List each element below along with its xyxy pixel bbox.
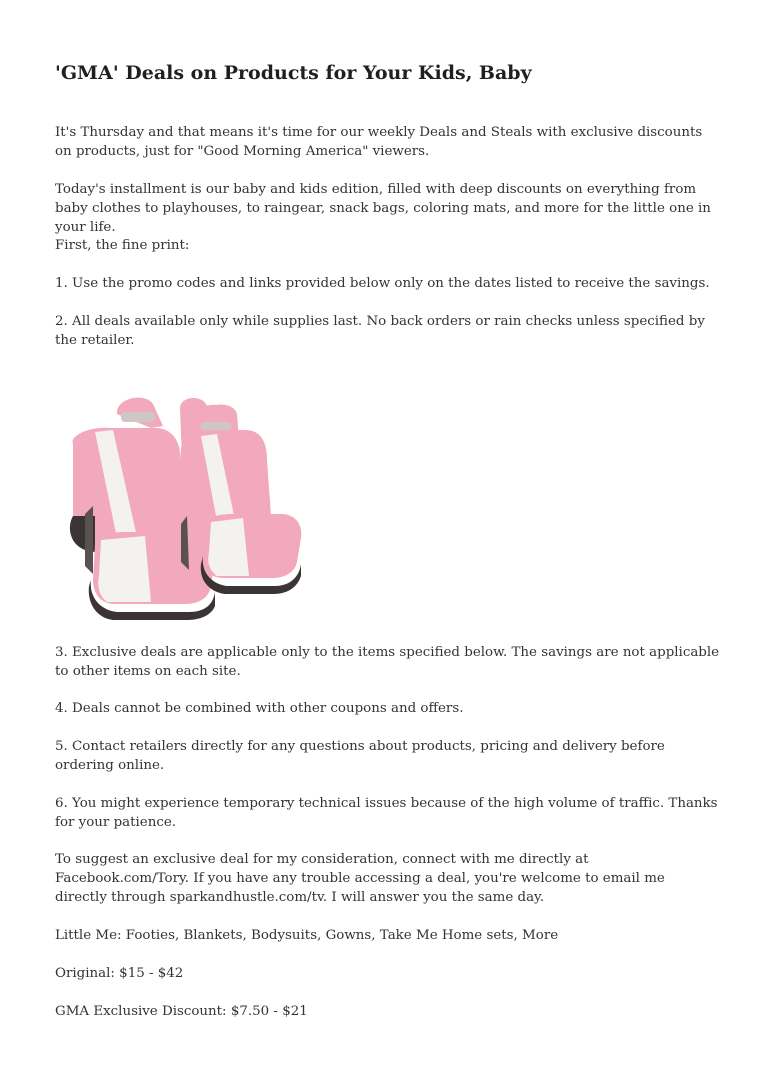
intro-paragraph: It's Thursday and that means it's time for our weekly Deals and Steals with exclusive discounts on products, just for "Good Morning America" viewers. bbox=[55, 125, 703, 159]
rule-3: 3. Exclusive deals are applicable only to the items specified below. The savings are not applicable to other items on each site. bbox=[55, 645, 720, 679]
page-title: 'GMA' Deals on Products for Your Kids, Baby bbox=[55, 62, 532, 84]
rule-6: 6. You might experience temporary technical issues because of the high volume of traffic. Thanks for your patience. bbox=[55, 796, 718, 830]
rule-4: 4. Deals cannot be combined with other coupons and offers. bbox=[55, 701, 464, 716]
deal-original-price: Original: $15 - $42 bbox=[55, 966, 184, 981]
car-seat-covers-image bbox=[55, 366, 311, 622]
deal-name: Little Me: Footies, Blankets, Bodysuits, Gowns, Take Me Home sets, More bbox=[55, 928, 559, 943]
suggest-paragraph: To suggest an exclusive deal for my consideration, connect with me directly at Facebook.com/Tory. If you have any trouble accessing a deal, you're welcome to email me directly through sparkandhustle.com/tv. I will answer you the same day. bbox=[55, 852, 665, 905]
rule-5: 5. Contact retailers directly for any questions about products, pricing and delivery before ordering online. bbox=[55, 739, 665, 773]
rule-2: 2. All deals available only while supplies last. No back orders or rain checks unless specified by the retailer. bbox=[55, 314, 705, 348]
installment-paragraph: Today's installment is our baby and kids edition, filled with deep discounts on everything from baby clothes to playhouses, to raingear, snack bags, coloring mats, and more for the little one in your life. bbox=[55, 182, 711, 235]
rule-1: 1. Use the promo codes and links provided below only on the dates listed to receive the savings. bbox=[55, 276, 710, 291]
fine-print-heading: First, the fine print: bbox=[55, 238, 190, 253]
deal-discount-price: GMA Exclusive Discount: $7.50 - $21 bbox=[55, 1004, 308, 1019]
